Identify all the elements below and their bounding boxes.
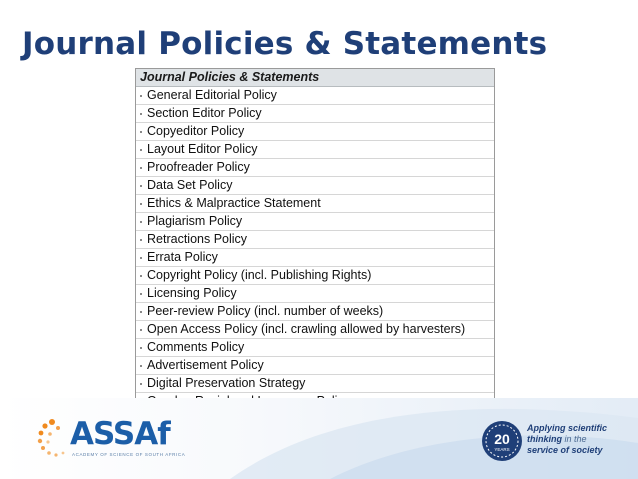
table-header: Journal Policies & Statements <box>136 69 494 87</box>
row-marker-icon <box>140 185 142 187</box>
table-row <box>136 213 494 231</box>
row-marker-icon <box>140 347 142 349</box>
row-marker-icon <box>140 311 142 313</box>
policy-label: Copyright Policy (incl. Publishing Rights) <box>147 268 372 282</box>
twenty-years-seal-icon <box>481 420 523 462</box>
table-row <box>136 249 494 267</box>
table-row <box>136 177 494 195</box>
row-marker-icon <box>140 239 142 241</box>
table-row <box>136 123 494 141</box>
table-row <box>136 159 494 177</box>
row-marker-icon <box>140 113 142 115</box>
seal-word: YEARS <box>494 447 510 452</box>
policy-label: Open Access Policy (incl. crawling allowed by harvesters) <box>147 322 466 336</box>
row-marker-icon <box>140 221 142 223</box>
row-marker-icon <box>140 149 142 151</box>
policy-label: Copyeditor Policy <box>147 124 245 138</box>
policy-label: Digital Preservation Strategy <box>147 376 306 390</box>
policy-label: Comments Policy <box>147 340 245 354</box>
assaf-wordmark: ASSAf <box>70 416 170 452</box>
tagline-line-2b: in the <box>562 434 587 444</box>
row-marker-icon <box>140 167 142 169</box>
table-row <box>136 339 494 357</box>
table-row <box>136 267 494 285</box>
table-row <box>136 231 494 249</box>
row-marker-icon <box>140 131 142 133</box>
tagline-line-3: service of society <box>527 445 603 455</box>
policy-label: Ethics & Malpractice Statement <box>147 196 321 210</box>
seal-number: 20 <box>494 431 510 447</box>
table-row <box>136 195 494 213</box>
policy-label: Data Set Policy <box>147 178 233 192</box>
table-row <box>136 285 494 303</box>
policy-label: Layout Editor Policy <box>147 142 258 156</box>
policy-label: Retractions Policy <box>147 232 248 246</box>
tagline <box>527 423 607 456</box>
table-row <box>136 87 494 105</box>
policy-label: Plagiarism Policy <box>147 214 243 228</box>
policy-label: Peer-review Policy (incl. number of weeks) <box>147 304 384 318</box>
table-row <box>136 105 494 123</box>
slide-title: Journal Policies & Statements <box>22 26 548 62</box>
tagline-line-2a: thinking <box>527 434 562 444</box>
table-row <box>136 357 494 375</box>
policy-table <box>135 68 495 412</box>
row-marker-icon <box>140 275 142 277</box>
tagline-line-1: Applying scientific <box>527 423 608 433</box>
table-row <box>136 321 494 339</box>
row-marker-icon <box>140 203 142 205</box>
row-marker-icon <box>140 95 142 97</box>
row-marker-icon <box>140 383 142 385</box>
table-row <box>136 375 494 393</box>
policy-label: Errata Policy <box>147 250 218 264</box>
policy-label: Licensing Policy <box>147 286 237 300</box>
row-marker-icon <box>140 293 142 295</box>
assaf-full-name: ACADEMY OF SCIENCE OF SOUTH AFRICA <box>72 452 186 457</box>
row-marker-icon <box>140 365 142 367</box>
row-marker-icon <box>140 329 142 331</box>
table-row <box>136 141 494 159</box>
policy-label: Section Editor Policy <box>147 106 262 120</box>
table-row <box>136 303 494 321</box>
policy-label: Proofreader Policy <box>147 160 250 174</box>
policy-label: Advertisement Policy <box>147 358 264 372</box>
policy-label: General Editorial Policy <box>147 88 277 102</box>
row-marker-icon <box>140 257 142 259</box>
